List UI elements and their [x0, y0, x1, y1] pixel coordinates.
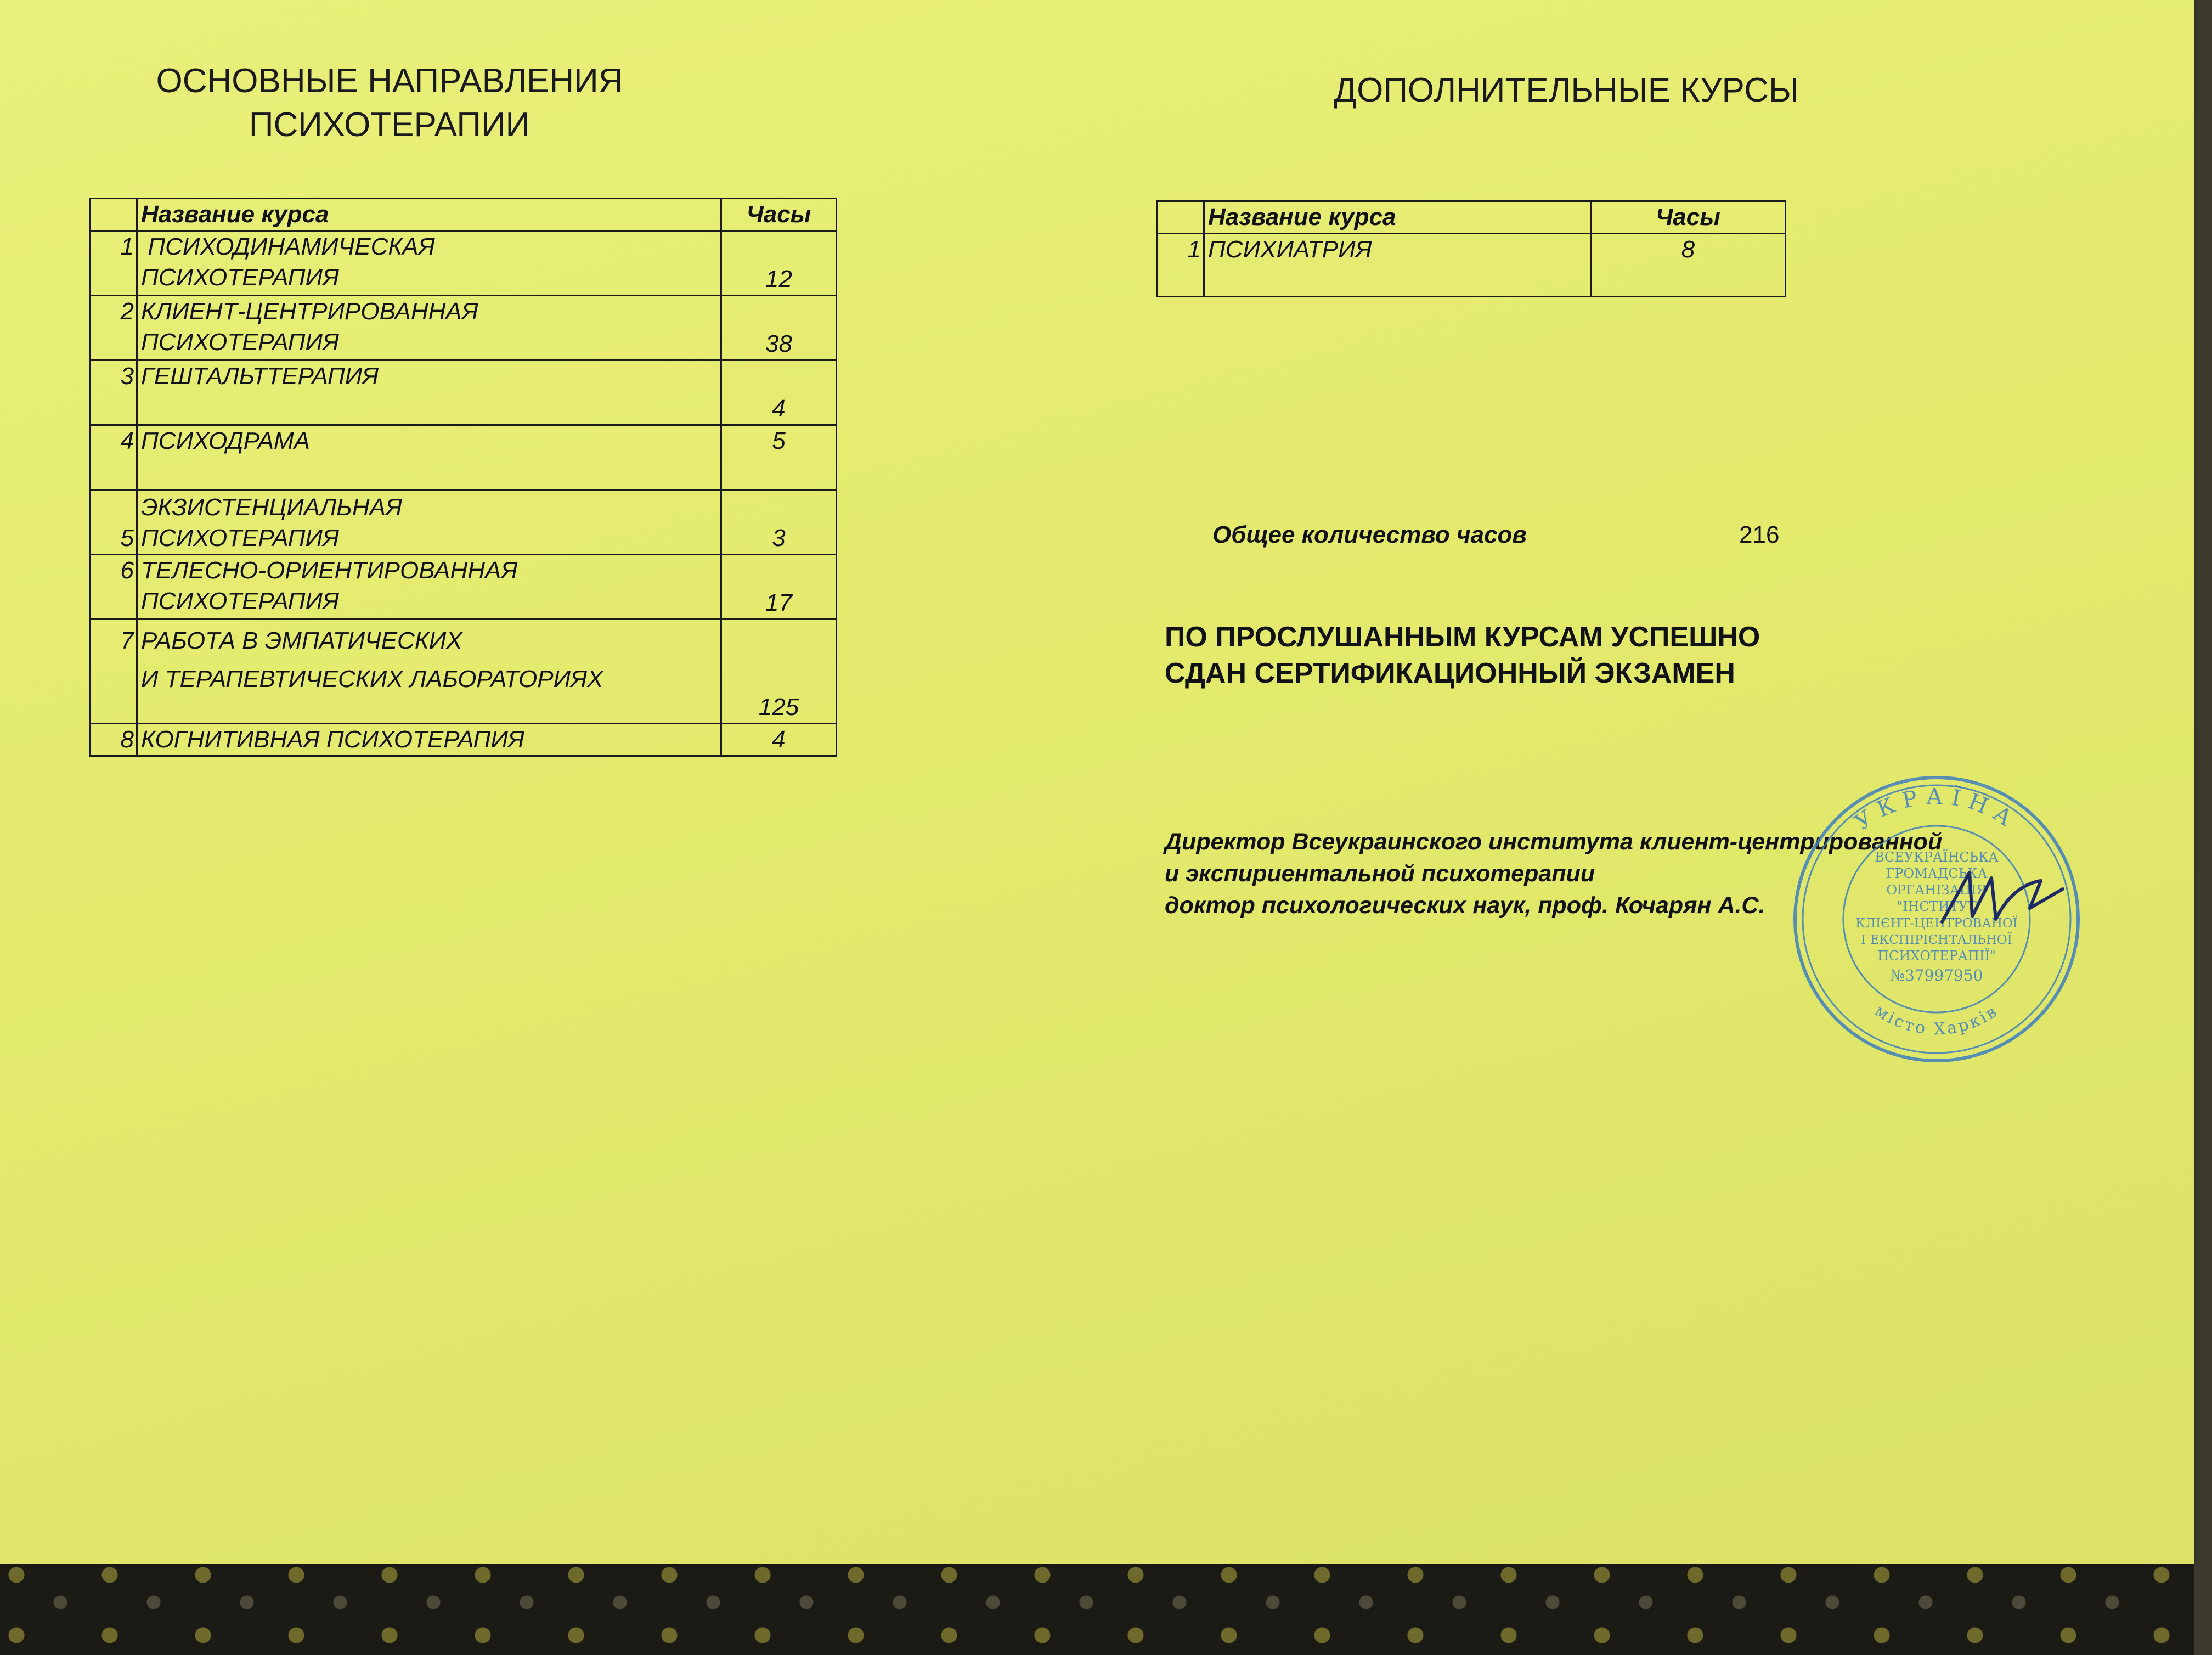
director-line3: доктор психологических наук, проф. Кочарян А.С. [1165, 892, 1765, 919]
course-name-header: Название курса [1204, 201, 1591, 234]
course-name-line1: КОГНИТИВНАЯ ПСИХОТЕРАПИЯ [141, 726, 524, 753]
course-name-line1: ПСИХОДИНАМИЧЕСКАЯ [141, 233, 435, 260]
main-directions-heading [104, 59, 675, 147]
stamp-top-text: УКРАЇНА [1850, 784, 2023, 836]
main-directions-heading-line2: ПСИХОТЕРАПИИ [249, 106, 531, 144]
course-name [137, 620, 721, 724]
course-name-line2: ПСИХОТЕРАПИЯ [141, 264, 340, 291]
exam-passed-statement [1165, 619, 1878, 691]
course-name [137, 231, 721, 296]
total-hours-value: 216 [1739, 521, 1780, 548]
total-hours [1212, 521, 1788, 549]
stamp-bottom-text: місто Харків [1871, 1001, 2002, 1039]
row-number: 5 [91, 490, 137, 555]
director-line2: и экспириентальной психотерапии [1165, 860, 1595, 887]
course-name-line2: ПСИХОТЕРАПИЯ [141, 588, 340, 615]
course-name-line1: ЭКЗИСТЕНЦИАЛЬНАЯ [141, 494, 402, 521]
course-hours: 12 [721, 231, 837, 296]
course-hours: 17 [721, 555, 837, 620]
row-number: 1 [91, 231, 137, 296]
table-header-row [1158, 201, 1786, 234]
course-name-line2: ПСИХОТЕРАПИЯ [141, 525, 340, 551]
course-name [137, 555, 721, 620]
table-cloth-background [0, 1558, 2212, 1655]
table-row [91, 555, 837, 620]
table-row [91, 425, 837, 490]
stamp-code: №37997950 [1890, 966, 1983, 984]
stamp-line-5: КЛІЄНТ-ЦЕНТРОВАНОЇ [1855, 916, 2018, 931]
table-row [91, 724, 837, 756]
row-number: 4 [91, 425, 137, 490]
course-name-line1: РАБОТА В ЭМПАТИЧЕСКИХ [141, 627, 462, 654]
stamp-line-7: ПСИХОТЕРАПІЇ" [1877, 948, 1996, 964]
course-hours: 4 [721, 724, 837, 756]
num-header-cell [1158, 201, 1204, 234]
course-hours: 4 [721, 361, 837, 425]
course-name-header: Название курса [137, 199, 721, 231]
table-row [91, 231, 837, 296]
course-name-line1: ТЕЛЕСНО-ОРИЕНТИРОВАННАЯ [141, 557, 518, 584]
exam-statement-line2: СДАН СЕРТИФИКАЦИОННЫЙ ЭКЗАМЕН [1165, 657, 1735, 689]
course-name-line1: ГЕШТАЛЬТТЕРАПИЯ [141, 363, 379, 390]
stamp-line-1: ВСЕУКРАЇНСЬКА [1875, 849, 1999, 865]
course-name [137, 724, 721, 756]
director-signature [1931, 856, 2074, 944]
main-directions-heading-line1: ОСНОВНЫЕ НАПРАВЛЕНИЯ [156, 62, 623, 100]
course-name: ПСИХИАТРИЯ [1204, 234, 1591, 297]
table-row [1158, 234, 1786, 297]
hours-header: Часы [1591, 201, 1786, 234]
course-name [137, 361, 721, 425]
exam-statement-line1: ПО ПРОСЛУШАННЫМ КУРСАМ УСПЕШНО [1165, 621, 1760, 653]
row-number: 3 [91, 361, 137, 425]
table-row [91, 490, 837, 555]
course-hours: 5 [721, 425, 837, 490]
additional-courses-table [1156, 200, 1786, 297]
course-hours: 125 [721, 620, 837, 724]
course-name [137, 425, 721, 490]
course-hours: 3 [721, 490, 837, 555]
table-row [91, 361, 837, 425]
stamp-line-4: "ІНСТИТУТ [1896, 899, 1977, 914]
course-hours: 38 [721, 296, 837, 361]
background-edge [2194, 0, 2212, 1655]
row-number: 6 [91, 555, 137, 620]
course-name [137, 296, 721, 361]
hours-header: Часы [721, 199, 837, 231]
stamp-line-6: І ЕКСПІРІЄНТАЛЬНОЇ [1861, 933, 2012, 947]
svg-text:місто Харків [1871, 1001, 2002, 1039]
course-name [137, 490, 721, 555]
total-hours-label: Общее количество часов [1212, 521, 1527, 548]
num-header-cell [91, 199, 137, 231]
row-number: 2 [91, 296, 137, 361]
course-name-line1: КЛИЕНТ-ЦЕНТРИРОВАННАЯ [141, 298, 478, 325]
stamp-line-2: ГРОМАДСЬКА [1886, 866, 1988, 881]
additional-courses-heading: ДОПОЛНИТЕЛЬНЫЕ КУРСЫ [1334, 71, 1799, 109]
course-name-line2: И ТЕРАПЕВТИЧЕСКИХ ЛАБОРАТОРИЯХ [141, 666, 603, 693]
course-hours: 8 [1591, 234, 1786, 297]
stamp-line-3: ОРГАНІЗАЦІЯ [1886, 882, 1987, 898]
table-row [91, 620, 837, 724]
director-line1: Директор Всеукраинского института клиент-центрированной [1165, 829, 1943, 855]
row-number: 8 [91, 724, 137, 756]
course-name-line2: ПСИХОТЕРАПИЯ [141, 329, 340, 356]
course-name-line1: ПСИХОДРАМА [141, 427, 310, 454]
table-row [91, 296, 837, 361]
row-number: 1 [1158, 234, 1204, 297]
main-courses-table [89, 198, 837, 757]
table-header-row [91, 199, 837, 231]
row-number: 7 [91, 620, 137, 724]
